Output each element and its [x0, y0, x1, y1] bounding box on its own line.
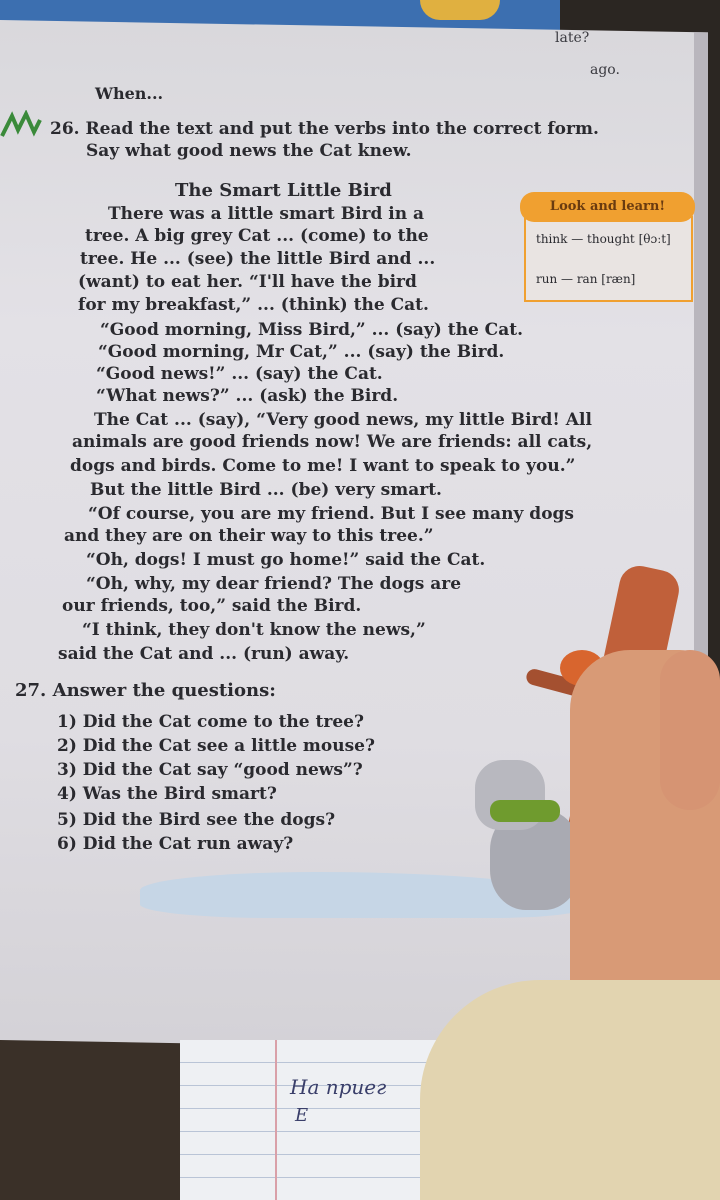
look-and-learn-content [524, 216, 693, 302]
story-line: dogs and birds. Come to me! I want to speak to you.” [70, 456, 576, 476]
desk-background [0, 1040, 180, 1200]
notebook-margin-line [275, 1040, 277, 1200]
story-line: “Of course, you are my friend. But I see many dogs [88, 504, 574, 524]
story-line: (want) to eat her. “I'll have the bird [78, 272, 417, 292]
exercise-26-instruction-2: Say what good news the Cat knew. [86, 141, 412, 161]
story-line: “I think, they don't know the news,” [82, 620, 426, 640]
exercise-26-instruction-1: Read the text and put the verbs into the correct form. [85, 119, 599, 139]
look-and-learn-label: Look and learn! [520, 192, 695, 222]
handwritten-note: На приег [290, 1075, 387, 1099]
story-line: said the Cat and ... (run) away. [58, 644, 350, 664]
story-line: “Good morning, Mr Cat,” ... (say) the Bird. [98, 342, 505, 362]
look-and-learn-box [520, 192, 695, 304]
story-line: There was a little smart Bird in a [108, 204, 425, 224]
question-item: 2) Did the Cat see a little mouse? [57, 736, 375, 756]
story-title: The Smart Little Bird [175, 180, 392, 201]
question-item: 1) Did the Cat come to the tree? [57, 712, 364, 732]
exercise-26-number: 26. [50, 119, 80, 139]
story-line: “Good morning, Miss Bird,” ... (say) the Cat. [100, 320, 523, 340]
prev-page-fragment-2: ago. [590, 62, 620, 78]
verb-run: run — ran [ræn] [536, 272, 636, 286]
prev-exercise-fragment: When... [95, 84, 164, 103]
story-line: and they are on their way to this tree.” [64, 526, 434, 546]
question-item: 6) Did the Cat run away? [57, 834, 294, 854]
cat-scarf-illustration [490, 800, 560, 822]
exercise-27-number: 27. [15, 680, 47, 701]
story-line: tree. A big grey Cat ... (come) to the [85, 226, 429, 246]
story-line: for my breakfast,” ... (think) the Cat. [78, 295, 429, 315]
exercise-27-header [15, 680, 276, 701]
finger-photo-element [660, 650, 720, 810]
story-line: “Oh, why, my dear friend? The dogs are [86, 574, 462, 594]
exercise-26-header [50, 118, 690, 162]
story-line: “Good news!” ... (say) the Cat. [96, 364, 383, 384]
story-line: “What news?” ... (ask) the Bird. [96, 386, 399, 406]
prev-page-fragment-1: late? [555, 30, 590, 46]
question-item: 3) Did the Cat say “good news”? [57, 760, 363, 780]
exercise-27-instruction: Answer the questions: [52, 680, 276, 701]
story-line: The Cat ... (say), “Very good news, my little Bird! All [94, 410, 592, 430]
book-sticker [420, 0, 500, 20]
story-line: “Oh, dogs! I must go home!” said the Cat. [86, 550, 486, 570]
story-line: tree. He ... (see) the little Bird and ... [80, 249, 436, 269]
question-item: 5) Did the Bird see the dogs? [57, 810, 336, 830]
story-line: But the little Bird ... (be) very smart. [90, 480, 442, 500]
sweater-sleeve [420, 980, 720, 1200]
exercise-pencil-icon [0, 110, 42, 140]
verb-think: think — thought [θɔːt] [536, 232, 671, 246]
story-line: our friends, too,” said the Bird. [62, 596, 362, 616]
story-line: animals are good friends now! We are friends: all cats, [72, 432, 593, 452]
handwritten-note-2: Е [295, 1105, 309, 1126]
question-item: 4) Was the Bird smart? [57, 784, 277, 804]
